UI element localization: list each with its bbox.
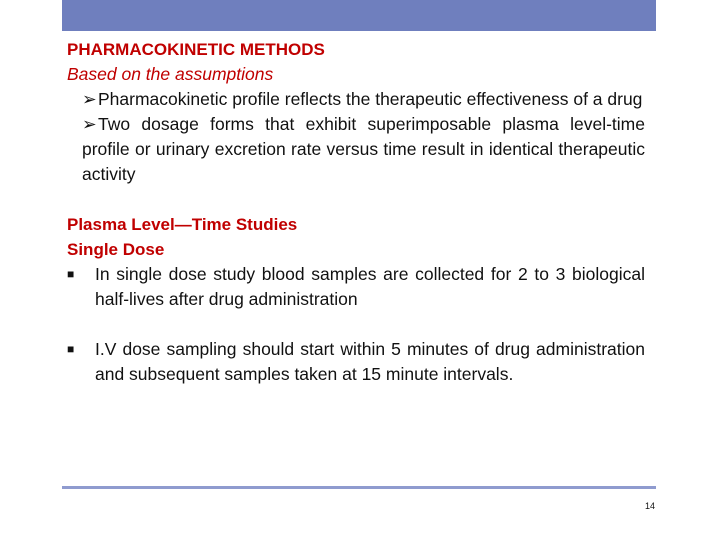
arrow-bullet-icon: ➢ (82, 89, 97, 109)
arrow-list-item (82, 87, 645, 112)
page-number: 14 (645, 501, 656, 511)
section-heading: Plasma Level—Time Studies (67, 215, 298, 234)
top-banner (62, 0, 656, 31)
square-bullet-icon: ■ (67, 342, 75, 356)
section-subheading: Single Dose (67, 240, 165, 259)
slide-subtitle: Based on the assumptions (67, 64, 274, 84)
list-item (67, 262, 645, 312)
arrow-item-text: Pharmacokinetic profile reflects the therapeutic effectiveness of a drug (98, 89, 643, 109)
slide-content (67, 37, 645, 387)
square-bullet-icon: ■ (67, 267, 75, 281)
arrow-item-text: Two dosage forms that exhibit superimposable plasma level-time profile or urinary excretion rate versus time result in identical therapeutic activity (82, 114, 645, 184)
bullet-text: I.V dose sampling should start within 5 minutes of drug administration and subsequent samples taken at 15 minute intervals. (95, 339, 645, 384)
footer-divider (62, 486, 656, 489)
arrow-bullet-icon: ➢ (82, 114, 97, 134)
arrow-list-item (82, 112, 645, 187)
bullet-text: In single dose study blood samples are collected for 2 to 3 biological half-lives after drug administration (95, 264, 645, 309)
list-item (67, 337, 645, 387)
slide-title: PHARMACOKINETIC METHODS (67, 40, 325, 59)
